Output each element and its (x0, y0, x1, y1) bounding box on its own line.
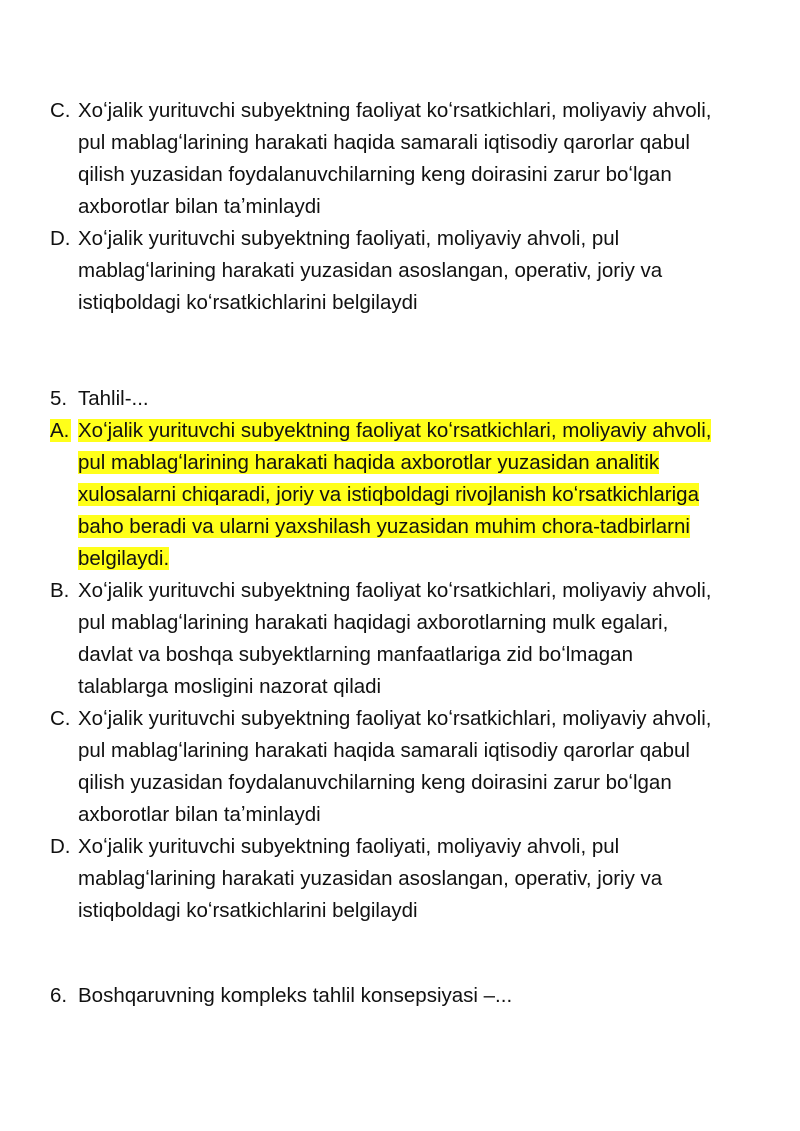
option-text: Xoʻjalik yurituvchi subyektning faoliyati, moliyaviy ahvoli, pul mablagʻlarining harakati yuzasidan asoslangan, operativ, joriy va istiqboldagi koʻrsatkichlarini belgilaydi (78, 835, 663, 922)
question-6 (50, 980, 720, 1012)
option-letter: A. (50, 419, 70, 442)
option-c[interactable] (50, 703, 720, 831)
option-text: Xoʻjalik yurituvchi subyektning faoliyat koʻrsatkichlari, moliyaviy ahvoli, pul mablagʻlarining harakati haqidagi axborotlarning mulk egalari, davlat va boshqa subyektlarning manfaatlariga zid boʻlmagan talablarga mosligini nazorat qiladi (78, 579, 712, 698)
option-letter: C. (50, 99, 71, 122)
option-d[interactable] (50, 831, 720, 927)
prev-question-options (50, 95, 720, 319)
option-letter: D. (50, 227, 71, 250)
option-letter: D. (50, 835, 71, 858)
question-5 (50, 383, 720, 927)
option-text: Xoʻjalik yurituvchi subyektning faoliyat koʻrsatkichlari, moliyaviy ahvoli, pul mablagʻlarining harakati haqida samarali iqtisodiy qarorlar qabul qilish yuzasidan foydalanuvchilarning keng doirasini zarur boʻlgan axborotlar bilan taʼminlaydi (78, 707, 712, 826)
option-text: Xoʻjalik yurituvchi subyektning faoliyat koʻrsatkichlari, moliyaviy ahvoli, pul mablagʻlarining harakati haqida samarali iqtisodiy qarorlar qabul qilish yuzasidan foydalanuvchilarning keng doirasini zarur boʻlgan axborotlar bilan taʼminlaydi (78, 99, 712, 218)
question-number: 6. (50, 984, 68, 1007)
option-c[interactable] (50, 95, 720, 223)
option-text: Xoʻjalik yurituvchi subyektning faoliyati, moliyaviy ahvoli, pul mablagʻlarining harakati yuzasidan asoslangan, operativ, joriy va istiqboldagi koʻrsatkichlarini belgilaydi (78, 227, 663, 314)
option-letter: B. (50, 579, 70, 602)
option-letter: C. (50, 707, 71, 730)
option-b[interactable] (50, 575, 720, 703)
question-text: Boshqaruvning kompleks tahlil konsepsiyasi –... (78, 984, 513, 1007)
question-text: Tahlil-... (78, 387, 149, 410)
question-number: 5. (50, 387, 68, 410)
question-title (50, 980, 720, 1012)
option-text (78, 415, 720, 575)
highlighted-answer: Xoʻjalik yurituvchi subyektning faoliyat koʻrsatkichlari, moliyaviy ahvoli, pul mablagʻlarining harakati haqida axborotlar yuzasidan analitik xulosalarni chiqaradi, joriy va istiqboldagi rivojlanish koʻrsatkichlariga baho beradi va ularni yaxshilash yuzasidan muhim chora-tadbirlarni belgilaydi. (78, 419, 712, 570)
option-a-highlighted[interactable] (50, 415, 720, 575)
option-d[interactable] (50, 223, 720, 319)
question-title (50, 383, 720, 415)
